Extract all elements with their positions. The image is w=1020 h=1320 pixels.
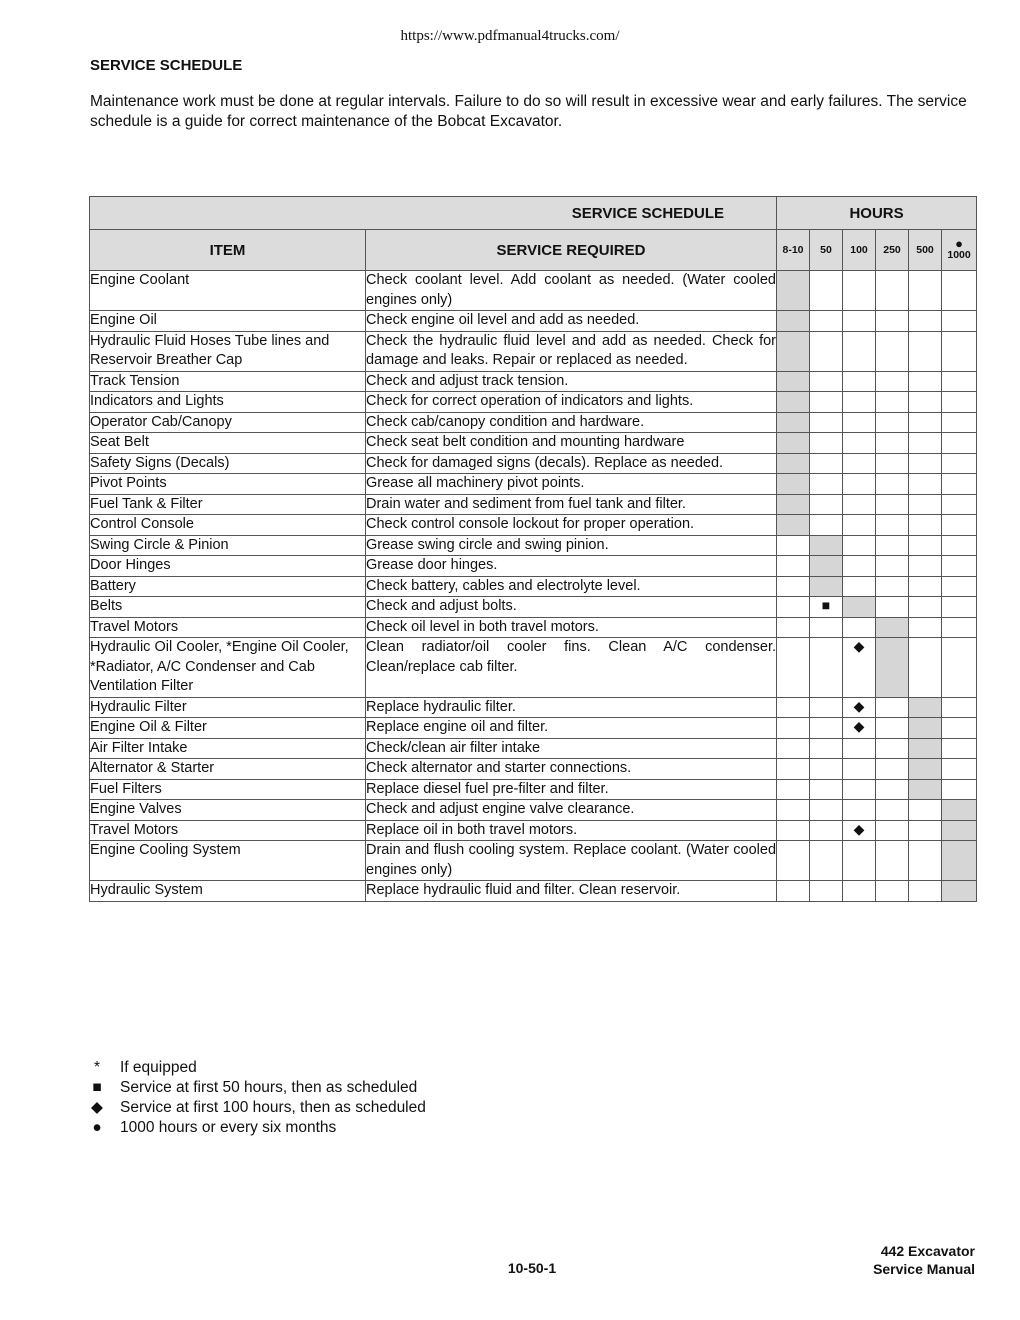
- hours-250-cell: [876, 371, 909, 392]
- hours-500-header: 500: [909, 230, 942, 271]
- hours-500-cell: [909, 271, 942, 311]
- hours-100-cell: [843, 474, 876, 495]
- hours-250-cell: [876, 617, 909, 638]
- service-cell: Check coolant level. Add coolant as needed. (Water cooled engines only): [366, 271, 777, 311]
- hours-50-cell: [810, 556, 843, 577]
- item-cell: Engine Oil: [90, 311, 366, 332]
- hours-100-cell: [843, 412, 876, 433]
- item-cell: Operator Cab/Canopy: [90, 412, 366, 433]
- square-icon: ■: [821, 597, 831, 613]
- hours-100-cell: [843, 271, 876, 311]
- footer-title: [873, 1242, 975, 1278]
- hours-500-cell: [909, 392, 942, 413]
- table-row: [90, 535, 977, 556]
- table-row: [90, 779, 977, 800]
- item-cell: Hydraulic Fluid Hoses Tube lines and Reservoir Breather Cap: [90, 331, 366, 371]
- hours-50-cell: [810, 597, 843, 618]
- hours-100-cell: [843, 556, 876, 577]
- hours-250-cell: [876, 779, 909, 800]
- item-cell: Pivot Points: [90, 474, 366, 495]
- table-row: [90, 311, 977, 332]
- item-cell: Seat Belt: [90, 433, 366, 454]
- hours-50-cell: [810, 494, 843, 515]
- hours-1000-cell: [942, 556, 977, 577]
- service-cell: Drain water and sediment from fuel tank and filter.: [366, 494, 777, 515]
- hours-50-cell: [810, 779, 843, 800]
- hours-50-cell: [810, 617, 843, 638]
- hours-500-cell: [909, 800, 942, 821]
- service-cell: Grease door hinges.: [366, 556, 777, 577]
- hours-50-cell: [810, 412, 843, 433]
- service-cell: Check/clean air filter intake: [366, 738, 777, 759]
- service-cell: Check control console lockout for proper operation.: [366, 515, 777, 536]
- service-cell: Check and adjust bolts.: [366, 597, 777, 618]
- hours-1000-cell: [942, 515, 977, 536]
- bullet-icon: ●: [92, 1119, 102, 1136]
- hours-8-10-cell: [777, 759, 810, 780]
- item-cell: Control Console: [90, 515, 366, 536]
- footer-manual: Service Manual: [873, 1261, 975, 1277]
- hours-50-header: 50: [810, 230, 843, 271]
- hours-1000-cell: [942, 331, 977, 371]
- diamond-icon: ◆: [91, 1099, 103, 1116]
- hours-8-10-cell: [777, 617, 810, 638]
- service-cell: Grease swing circle and swing pinion.: [366, 535, 777, 556]
- hours-50-cell: [810, 474, 843, 495]
- hours-500-cell: [909, 820, 942, 841]
- hours-250-cell: [876, 331, 909, 371]
- service-cell: Replace diesel fuel pre-filter and filter.: [366, 779, 777, 800]
- hours-50-cell: [810, 331, 843, 371]
- asterisk-icon: *: [93, 1059, 101, 1076]
- hours-1000-cell: [942, 474, 977, 495]
- table-row: [90, 474, 977, 495]
- hours-1000-cell: [942, 453, 977, 474]
- hours-100-cell: [843, 738, 876, 759]
- hours-250-cell: [876, 800, 909, 821]
- hours-8-10-cell: [777, 800, 810, 821]
- table-row: [90, 820, 977, 841]
- item-cell: Swing Circle & Pinion: [90, 535, 366, 556]
- hours-250-cell: [876, 881, 909, 902]
- item-cell: Air Filter Intake: [90, 738, 366, 759]
- hours-50-cell: [810, 718, 843, 739]
- hours-8-10-cell: [777, 556, 810, 577]
- item-cell: Travel Motors: [90, 820, 366, 841]
- hours-100-cell: [843, 881, 876, 902]
- hours-1000-cell: [942, 800, 977, 821]
- hours-8-10-cell: [777, 271, 810, 311]
- hours-1000-cell: [942, 759, 977, 780]
- hours-500-cell: [909, 311, 942, 332]
- table-title: SERVICE SCHEDULE: [90, 197, 777, 230]
- service-cell: Check and adjust track tension.: [366, 371, 777, 392]
- item-cell: Engine Coolant: [90, 271, 366, 311]
- hours-8-10-cell: [777, 697, 810, 718]
- hours-1000-cell: [942, 535, 977, 556]
- hours-1000-cell: [942, 718, 977, 739]
- item-cell: Travel Motors: [90, 617, 366, 638]
- hours-100-cell: [843, 371, 876, 392]
- schedule-body: [90, 271, 977, 902]
- hours-header: HOURS: [777, 197, 977, 230]
- hours-50-cell: [810, 820, 843, 841]
- hours-50-cell: [810, 738, 843, 759]
- hours-100-cell: [843, 576, 876, 597]
- hours-8-10-cell: [777, 433, 810, 454]
- hours-250-cell: [876, 392, 909, 413]
- service-cell: Check and adjust engine valve clearance.: [366, 800, 777, 821]
- hours-50-cell: [810, 800, 843, 821]
- hours-100-cell: [843, 515, 876, 536]
- table-row: [90, 759, 977, 780]
- hours-1000-cell: [942, 597, 977, 618]
- hours-500-cell: [909, 881, 942, 902]
- hours-500-cell: [909, 841, 942, 881]
- hours-250-cell: [876, 494, 909, 515]
- hours-1000-cell: [942, 638, 977, 698]
- hours-500-cell: [909, 617, 942, 638]
- hours-500-cell: [909, 576, 942, 597]
- item-cell: Fuel Filters: [90, 779, 366, 800]
- hours-1000-cell: [942, 494, 977, 515]
- footer-model: 442 Excavator: [880, 1243, 975, 1259]
- hours-100-cell: [843, 453, 876, 474]
- item-column-header: ITEM: [90, 230, 366, 271]
- item-cell: Belts: [90, 597, 366, 618]
- hours-8-10-cell: [777, 392, 810, 413]
- service-cell: Replace oil in both travel motors.: [366, 820, 777, 841]
- service-cell: Check for damaged signs (decals). Replace as needed.: [366, 453, 777, 474]
- hours-50-cell: [810, 433, 843, 454]
- table-row: [90, 638, 977, 698]
- table-row: [90, 392, 977, 413]
- hours-500-cell: [909, 371, 942, 392]
- hours-100-cell: [843, 617, 876, 638]
- note-text: Service at first 50 hours, then as scheduled: [120, 1079, 418, 1096]
- hours-8-10-cell: [777, 453, 810, 474]
- item-cell: Door Hinges: [90, 556, 366, 577]
- service-column-header: SERVICE REQUIRED: [366, 230, 777, 271]
- table-row: [90, 576, 977, 597]
- hours-1000-header: ● 1000: [942, 230, 977, 271]
- hours-100-cell: [843, 638, 876, 698]
- hours-50-cell: [810, 881, 843, 902]
- hours-100-cell: [843, 697, 876, 718]
- table-row: [90, 841, 977, 881]
- note-text: Service at first 100 hours, then as scheduled: [120, 1099, 426, 1116]
- service-cell: Check oil level in both travel motors.: [366, 617, 777, 638]
- service-cell: Grease all machinery pivot points.: [366, 474, 777, 495]
- hours-100-cell: [843, 535, 876, 556]
- hours-8-10-cell: [777, 576, 810, 597]
- page-number: 10-50-1: [507, 1260, 557, 1276]
- intro-paragraph: Maintenance work must be done at regular intervals. Failure to do so will result in excessive wear and early failures. The service schedule is a guide for correct maintenance of the Bobcat Excavator.: [90, 93, 967, 130]
- hours-8-10-cell: [777, 881, 810, 902]
- table-row: [90, 597, 977, 618]
- hours-100-cell: [843, 331, 876, 371]
- hours-8-10-cell: [777, 371, 810, 392]
- note-text: 1000 hours or every six months: [120, 1119, 337, 1136]
- hours-50-cell: [810, 697, 843, 718]
- hours-100-cell: [843, 494, 876, 515]
- hours-1000-cell: [942, 412, 977, 433]
- hours-8-10-cell: [777, 311, 810, 332]
- hours-8-10-header: 8-10: [777, 230, 810, 271]
- table-row: [90, 556, 977, 577]
- hours-8-10-cell: [777, 638, 810, 698]
- hours-1000-cell: [942, 617, 977, 638]
- hours-250-cell: [876, 515, 909, 536]
- hours-50-cell: [810, 759, 843, 780]
- hours-500-cell: [909, 494, 942, 515]
- service-cell: Replace hydraulic filter.: [366, 697, 777, 718]
- hours-8-10-cell: [777, 779, 810, 800]
- hours-500-cell: [909, 697, 942, 718]
- service-cell: Check for correct operation of indicators and lights.: [366, 392, 777, 413]
- hours-250-cell: [876, 738, 909, 759]
- hours-250-cell: [876, 638, 909, 698]
- item-cell: Alternator & Starter: [90, 759, 366, 780]
- hours-1000-cell: [942, 820, 977, 841]
- hours-50-cell: [810, 576, 843, 597]
- hours-8-10-cell: [777, 331, 810, 371]
- hours-8-10-cell: [777, 597, 810, 618]
- service-schedule-table: [89, 196, 977, 902]
- hours-250-cell: [876, 535, 909, 556]
- hours-250-cell: [876, 474, 909, 495]
- hours-250-cell: [876, 820, 909, 841]
- hours-1000-cell: [942, 271, 977, 311]
- hours-8-10-cell: [777, 474, 810, 495]
- hours-1000-cell: [942, 392, 977, 413]
- hours-500-cell: [909, 331, 942, 371]
- hours-500-cell: [909, 474, 942, 495]
- table-row: [90, 617, 977, 638]
- hours-100-cell: [843, 718, 876, 739]
- hours-500-cell: [909, 759, 942, 780]
- hours-8-10-cell: [777, 412, 810, 433]
- hours-1000-cell: [942, 371, 977, 392]
- hours-100-cell: [843, 759, 876, 780]
- diamond-icon: ◆: [853, 697, 865, 714]
- hours-8-10-cell: [777, 841, 810, 881]
- hours-500-cell: [909, 738, 942, 759]
- hours-50-cell: [810, 515, 843, 536]
- hours-250-cell: [876, 718, 909, 739]
- table-row: [90, 433, 977, 454]
- service-cell: Drain and flush cooling system. Replace coolant. (Water cooled engines only): [366, 841, 777, 881]
- hours-50-cell: [810, 638, 843, 698]
- hours-250-cell: [876, 433, 909, 454]
- diamond-icon: ◆: [853, 820, 865, 837]
- hours-500-cell: [909, 412, 942, 433]
- hours-500-cell: [909, 433, 942, 454]
- hours-1000-cell: [942, 738, 977, 759]
- hours-100-cell: [843, 820, 876, 841]
- hours-100-cell: [843, 841, 876, 881]
- table-row: [90, 271, 977, 311]
- hours-50-cell: [810, 371, 843, 392]
- hours-500-cell: [909, 453, 942, 474]
- item-cell: Engine Oil & Filter: [90, 718, 366, 739]
- hours-100-cell: [843, 800, 876, 821]
- hours-8-10-cell: [777, 718, 810, 739]
- diamond-icon: ◆: [853, 718, 865, 734]
- source-url[interactable]: https://www.pdfmanual4trucks.com/: [400, 28, 620, 44]
- service-cell: Check the hydraulic fluid level and add as needed. Check for damage and leaks. Repair or replaced as needed.: [366, 331, 777, 371]
- service-cell: Check engine oil level and add as needed.: [366, 311, 777, 332]
- hours-500-cell: [909, 718, 942, 739]
- square-icon: ■: [92, 1079, 102, 1096]
- hours-1000-cell: [942, 779, 977, 800]
- table-row: [90, 331, 977, 371]
- hours-500-cell: [909, 515, 942, 536]
- item-cell: Battery: [90, 576, 366, 597]
- service-cell: Check alternator and starter connections.: [366, 759, 777, 780]
- hours-100-header: 100: [843, 230, 876, 271]
- hours-8-10-cell: [777, 515, 810, 536]
- item-cell: Engine Cooling System: [90, 841, 366, 881]
- table-row: [90, 515, 977, 536]
- hours-250-cell: [876, 759, 909, 780]
- item-cell: Engine Valves: [90, 800, 366, 821]
- note-text: If equipped: [120, 1059, 197, 1076]
- hours-500-cell: [909, 597, 942, 618]
- hours-500-cell: [909, 779, 942, 800]
- table-row: [90, 881, 977, 902]
- service-cell: Check battery, cables and electrolyte level.: [366, 576, 777, 597]
- item-cell: Hydraulic Oil Cooler, *Engine Oil Cooler, *Radiator, A/C Condenser and Cab Ventilation Filter: [90, 638, 366, 698]
- hours-8-10-cell: [777, 738, 810, 759]
- hours-250-cell: [876, 597, 909, 618]
- table-row: [90, 453, 977, 474]
- hours-100-cell: [843, 392, 876, 413]
- hours-250-cell: [876, 271, 909, 311]
- hours-50-cell: [810, 535, 843, 556]
- item-cell: Indicators and Lights: [90, 392, 366, 413]
- table-row: [90, 718, 977, 739]
- hours-500-cell: [909, 556, 942, 577]
- hours-250-cell: [876, 311, 909, 332]
- hours-8-10-cell: [777, 820, 810, 841]
- hours-8-10-cell: [777, 494, 810, 515]
- hours-50-cell: [810, 392, 843, 413]
- hours-50-cell: [810, 311, 843, 332]
- item-cell: Track Tension: [90, 371, 366, 392]
- item-cell: Fuel Tank & Filter: [90, 494, 366, 515]
- hours-1000-cell: [942, 311, 977, 332]
- service-cell: Replace hydraulic fluid and filter. Clean reservoir.: [366, 881, 777, 902]
- hours-8-10-cell: [777, 535, 810, 556]
- hours-500-cell: [909, 535, 942, 556]
- hours-100-cell: [843, 779, 876, 800]
- item-cell: Hydraulic Filter: [90, 697, 366, 718]
- item-cell: Hydraulic System: [90, 881, 366, 902]
- hours-100-cell: [843, 433, 876, 454]
- service-cell: Replace engine oil and filter.: [366, 718, 777, 739]
- hours-250-cell: [876, 576, 909, 597]
- hours-50-cell: [810, 271, 843, 311]
- hours-250-cell: [876, 453, 909, 474]
- hours-100-cell: [843, 597, 876, 618]
- section-heading: SERVICE SCHEDULE: [90, 57, 243, 74]
- hours-100-cell: [843, 311, 876, 332]
- hours-1000-cell: [942, 576, 977, 597]
- bullet-icon: ●: [955, 236, 963, 251]
- table-row: [90, 697, 977, 718]
- hours-50-cell: [810, 453, 843, 474]
- item-cell: Safety Signs (Decals): [90, 453, 366, 474]
- hours-250-cell: [876, 556, 909, 577]
- hours-1000-cell: [942, 697, 977, 718]
- table-row: [90, 412, 977, 433]
- hours-250-header: 250: [876, 230, 909, 271]
- service-cell: Clean radiator/oil cooler fins. Clean A/C condenser. Clean/replace cab filter.: [366, 638, 777, 698]
- hours-500-cell: [909, 638, 942, 698]
- hours-1000-cell: [942, 881, 977, 902]
- table-row: [90, 371, 977, 392]
- hours-250-cell: [876, 697, 909, 718]
- hours-50-cell: [810, 841, 843, 881]
- hours-250-cell: [876, 841, 909, 881]
- service-cell: Check cab/canopy condition and hardware.: [366, 412, 777, 433]
- hours-1000-cell: [942, 841, 977, 881]
- diamond-icon: ◆: [853, 638, 865, 654]
- table-row: [90, 800, 977, 821]
- table-row: [90, 738, 977, 759]
- hours-1000-cell: [942, 433, 977, 454]
- table-row: [90, 494, 977, 515]
- service-cell: Check seat belt condition and mounting hardware: [366, 433, 777, 454]
- hours-250-cell: [876, 412, 909, 433]
